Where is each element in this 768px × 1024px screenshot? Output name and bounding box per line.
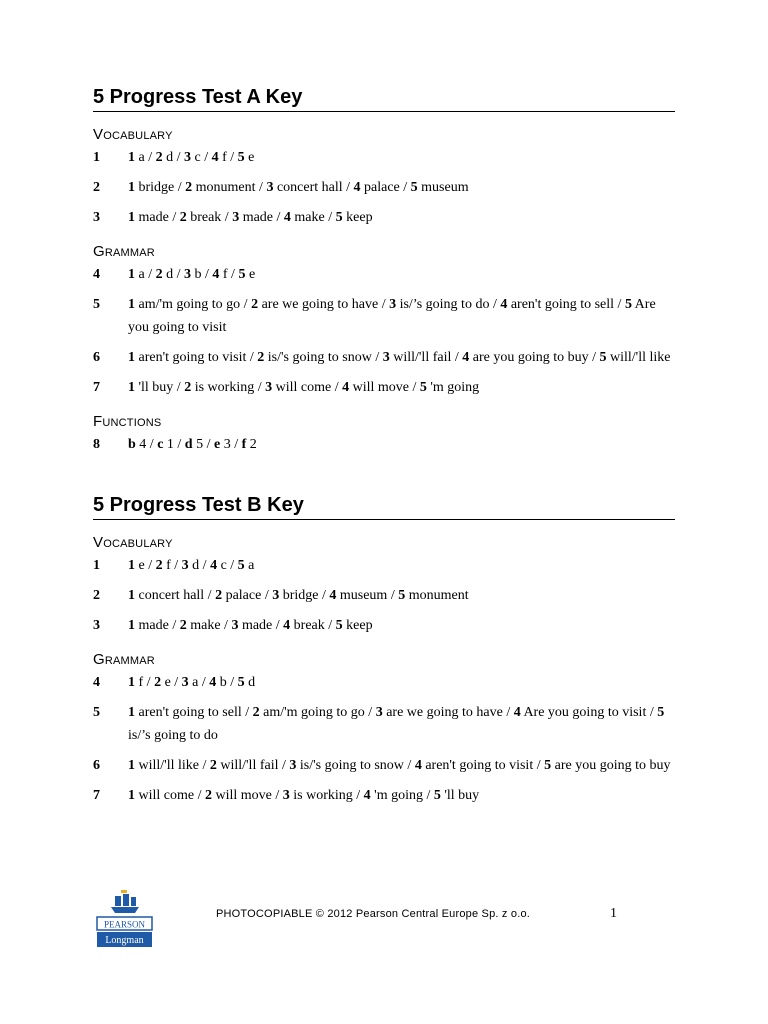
answer-item [93,263,675,286]
answer-text: is/’s going to do / [396,297,501,312]
answer-text: made / [135,210,180,225]
answer-text: will/'ll fail / [216,758,290,773]
answer-text: 2 [246,437,257,452]
item-number: 3 [93,618,100,633]
answer-text: a [244,558,255,573]
answer-text: bridge / [135,180,186,195]
answer-text: will come / [272,380,343,395]
answer-item [93,554,675,577]
answer-text: Are you going to visit [128,297,656,335]
item-number: 7 [93,788,100,803]
item-number: 7 [93,380,100,395]
item-answers [128,784,675,807]
answer-text: d / [162,150,184,165]
answer-text: 4 / [135,437,158,452]
answer-marker: 5 [624,297,632,312]
item-answers [128,176,675,199]
item-answers [128,263,675,286]
answer-text: will/'ll like / [135,758,210,773]
answer-marker: 2 [179,210,187,225]
answer-marker: 4 [209,675,217,690]
answer-marker: 4 [342,380,350,395]
answer-marker: 1 [128,380,135,395]
answer-marker: 1 [128,788,135,803]
answer-marker: f [241,437,247,452]
answer-text: e / [135,558,156,573]
answer-text: will move / [349,380,420,395]
answer-text: is/'s going to snow / [296,758,415,773]
answer-text: 1 / [163,437,185,452]
answer-marker: 3 [272,588,280,603]
answer-text: 'm going [426,380,480,395]
answer-text: made / [239,210,284,225]
test-a [93,85,675,463]
answer-text: f / [162,558,182,573]
item-number: 3 [93,210,100,225]
answer-text: b / [191,267,213,282]
answer-text: keep [342,210,373,225]
page-footer [0,884,768,954]
answer-text: made / [135,618,180,633]
item-answers [128,554,675,577]
answer-text: are we going to have / [258,297,390,312]
answer-text: 'll buy [440,788,480,803]
section-heading-grammar: Grammar [93,243,155,260]
section-heading-vocabulary: Vocabulary [93,126,173,143]
answer-text: bridge / [279,588,330,603]
item-answers [128,701,675,747]
answer-marker: 2 [179,618,187,633]
section-heading-grammar: Grammar [93,651,155,668]
item-answers [128,346,675,369]
answer-text: is/'s going to snow / [264,350,383,365]
answer-item [93,584,675,607]
answer-marker: 4 [462,350,470,365]
answer-marker: 4 [211,150,219,165]
answer-text: f / [135,675,155,690]
answer-marker: 5 [335,210,343,225]
answer-text: monument [405,588,469,603]
logo-text-bottom: Longman [105,935,144,946]
answer-text: museum / [336,588,399,603]
answer-text: concert hall / [135,588,216,603]
answer-text: are we going to have / [382,705,514,720]
answer-marker: 4 [283,618,291,633]
answer-marker: 3 [289,758,297,773]
item-number: 6 [93,350,100,365]
answer-marker: 2 [185,180,193,195]
item-number: 4 [93,267,100,282]
answer-marker: 2 [257,350,265,365]
answer-marker: 4 [414,758,422,773]
answer-marker: 3 [181,558,189,573]
answer-marker: 1 [128,210,135,225]
answer-marker: 3 [382,350,390,365]
answer-item [93,146,675,169]
answer-marker: 3 [265,380,273,395]
answer-marker: 2 [155,150,163,165]
answer-marker: 3 [231,618,239,633]
test-b-title: 5 Progress Test B Key [93,493,675,520]
logo-text-top: PEARSON [103,919,146,930]
answer-marker: 3 [282,788,290,803]
answer-marker: 1 [128,618,135,633]
answer-text: e [244,150,255,165]
section-heading-functions: Functions [93,413,162,430]
answer-marker: 2 [205,788,212,803]
answer-item [93,754,675,777]
answer-text: is working / [289,788,364,803]
answer-marker: 5 [237,150,245,165]
answer-marker: 2 [155,558,163,573]
answer-marker: 1 [128,150,135,165]
answer-item [93,293,675,339]
answer-item [93,671,675,694]
answer-marker: 5 [238,267,246,282]
answer-marker: 2 [252,705,260,720]
answer-marker: 2 [251,297,259,312]
answer-marker: 3 [375,705,383,720]
item-answers [128,614,675,637]
answer-marker: 1 [128,705,135,720]
answer-text: e / [161,675,182,690]
answer-text: Are you going to visit / [520,705,658,720]
item-number: 1 [93,150,100,165]
answer-item [93,784,675,807]
answer-text: are you going to buy [551,758,671,773]
answer-marker: 1 [128,297,135,312]
answer-text: will come / [135,788,205,803]
test-a-title: 5 Progress Test A Key [93,85,675,112]
answer-text: will/'ll fail / [389,350,463,365]
answer-text: 5 / [192,437,214,452]
answer-marker: 3 [389,297,397,312]
answer-text: f / [218,150,238,165]
answer-marker: 1 [128,588,135,603]
item-answers [128,376,675,399]
answer-text: concert hall / [273,180,354,195]
answer-marker: 5 [433,788,441,803]
answer-marker: 2 [154,675,162,690]
answer-text: make / [290,210,336,225]
answer-marker: 3 [181,675,189,690]
item-answers [128,584,675,607]
answer-text: d / [188,558,211,573]
answer-marker: 3 [232,210,240,225]
answer-item [93,433,675,456]
answer-marker: 4 [500,297,508,312]
answer-text: aren't going to visit / [421,758,545,773]
answer-text: e [245,267,256,282]
item-answers [128,754,675,777]
answer-marker: 3 [184,267,191,282]
answer-text: c / [191,150,212,165]
answer-item [93,346,675,369]
item-number: 4 [93,675,100,690]
test-b [93,493,675,814]
answer-marker: 5 [398,588,406,603]
answer-text: aren't going to sell / [507,297,625,312]
copyright-notice: PHOTOCOPIABLE © 2012 Pearson Central Europe Sp. z o.o. [216,908,531,920]
item-number: 5 [93,297,100,312]
answer-marker: c [157,437,164,452]
answer-text: 'm going / [370,788,434,803]
answer-text: c / [217,558,238,573]
answer-item [93,206,675,229]
answer-text: 'll buy / [135,380,185,395]
answer-marker: 5 [410,180,418,195]
item-number: 8 [93,437,100,452]
answer-text: a / [188,675,210,690]
answer-text: b / [216,675,238,690]
answer-text: a / [135,150,156,165]
answer-marker: 5 [657,705,665,720]
answer-marker: 4 [283,210,291,225]
answer-text: made / [238,618,284,633]
answer-text: a / [135,267,156,282]
answer-marker: e [213,437,221,452]
answer-marker: d [184,437,193,452]
answer-marker: 1 [128,558,135,573]
answer-text: aren't going to visit / [135,350,258,365]
answer-marker: 1 [128,350,135,365]
answer-text: palace / [222,588,273,603]
answer-marker: 2 [155,267,163,282]
answer-text: aren't going to sell / [135,705,253,720]
answer-marker: 5 [237,675,245,690]
item-answers [128,433,675,456]
item-answers [128,146,675,169]
item-number: 2 [93,588,100,603]
answer-item [93,701,675,747]
answer-marker: 2 [184,380,192,395]
answer-item [93,176,675,199]
answer-text: break / [186,210,233,225]
answer-text: is/’s going to do [128,728,218,743]
answer-marker: 5 [599,350,607,365]
answer-text: palace / [360,180,411,195]
answer-text: are you going to buy / [469,350,600,365]
answer-marker: 2 [215,588,223,603]
item-number: 5 [93,705,100,720]
answer-text: d / [162,267,184,282]
ship-icon [96,888,153,948]
answer-marker: 5 [335,618,343,633]
answer-text: keep [342,618,373,633]
answer-text: museum [417,180,469,195]
pearson-longman-logo [96,888,153,948]
answer-marker: 5 [419,380,427,395]
answer-marker: 1 [128,758,135,773]
answer-item [93,376,675,399]
answer-text: am/'m going to go / [259,705,376,720]
item-answers [128,293,675,339]
answer-marker: 3 [266,180,274,195]
answer-marker: 2 [209,758,217,773]
item-number: 2 [93,180,100,195]
answer-text: break / [290,618,336,633]
item-answers [128,206,675,229]
answer-text: monument / [192,180,267,195]
answer-marker: 1 [128,675,135,690]
answer-marker: b [128,437,136,452]
answer-text: make / [186,618,232,633]
answer-text: is working / [191,380,266,395]
answer-marker: 4 [513,705,521,720]
answer-text: f / [219,267,239,282]
answer-text: 3 / [220,437,242,452]
answer-text: d [244,675,256,690]
item-answers [128,671,675,694]
answer-marker: 4 [363,788,371,803]
page-number: 1 [610,906,617,921]
answer-marker: 4 [212,267,220,282]
answer-marker: 4 [353,180,361,195]
item-number: 6 [93,758,100,773]
answer-marker: 1 [128,180,135,195]
answer-marker: 4 [329,588,337,603]
answer-marker: 5 [237,558,245,573]
answer-text: will/'ll like [606,350,671,365]
answer-marker: 4 [210,558,218,573]
section-heading-vocabulary: Vocabulary [93,534,173,551]
answer-text: am/'m going to go / [135,297,252,312]
answer-marker: 5 [544,758,552,773]
answer-text: will move / [212,788,283,803]
answer-item [93,614,675,637]
answer-marker: 3 [184,150,191,165]
item-number: 1 [93,558,100,573]
answer-marker: 1 [128,267,135,282]
